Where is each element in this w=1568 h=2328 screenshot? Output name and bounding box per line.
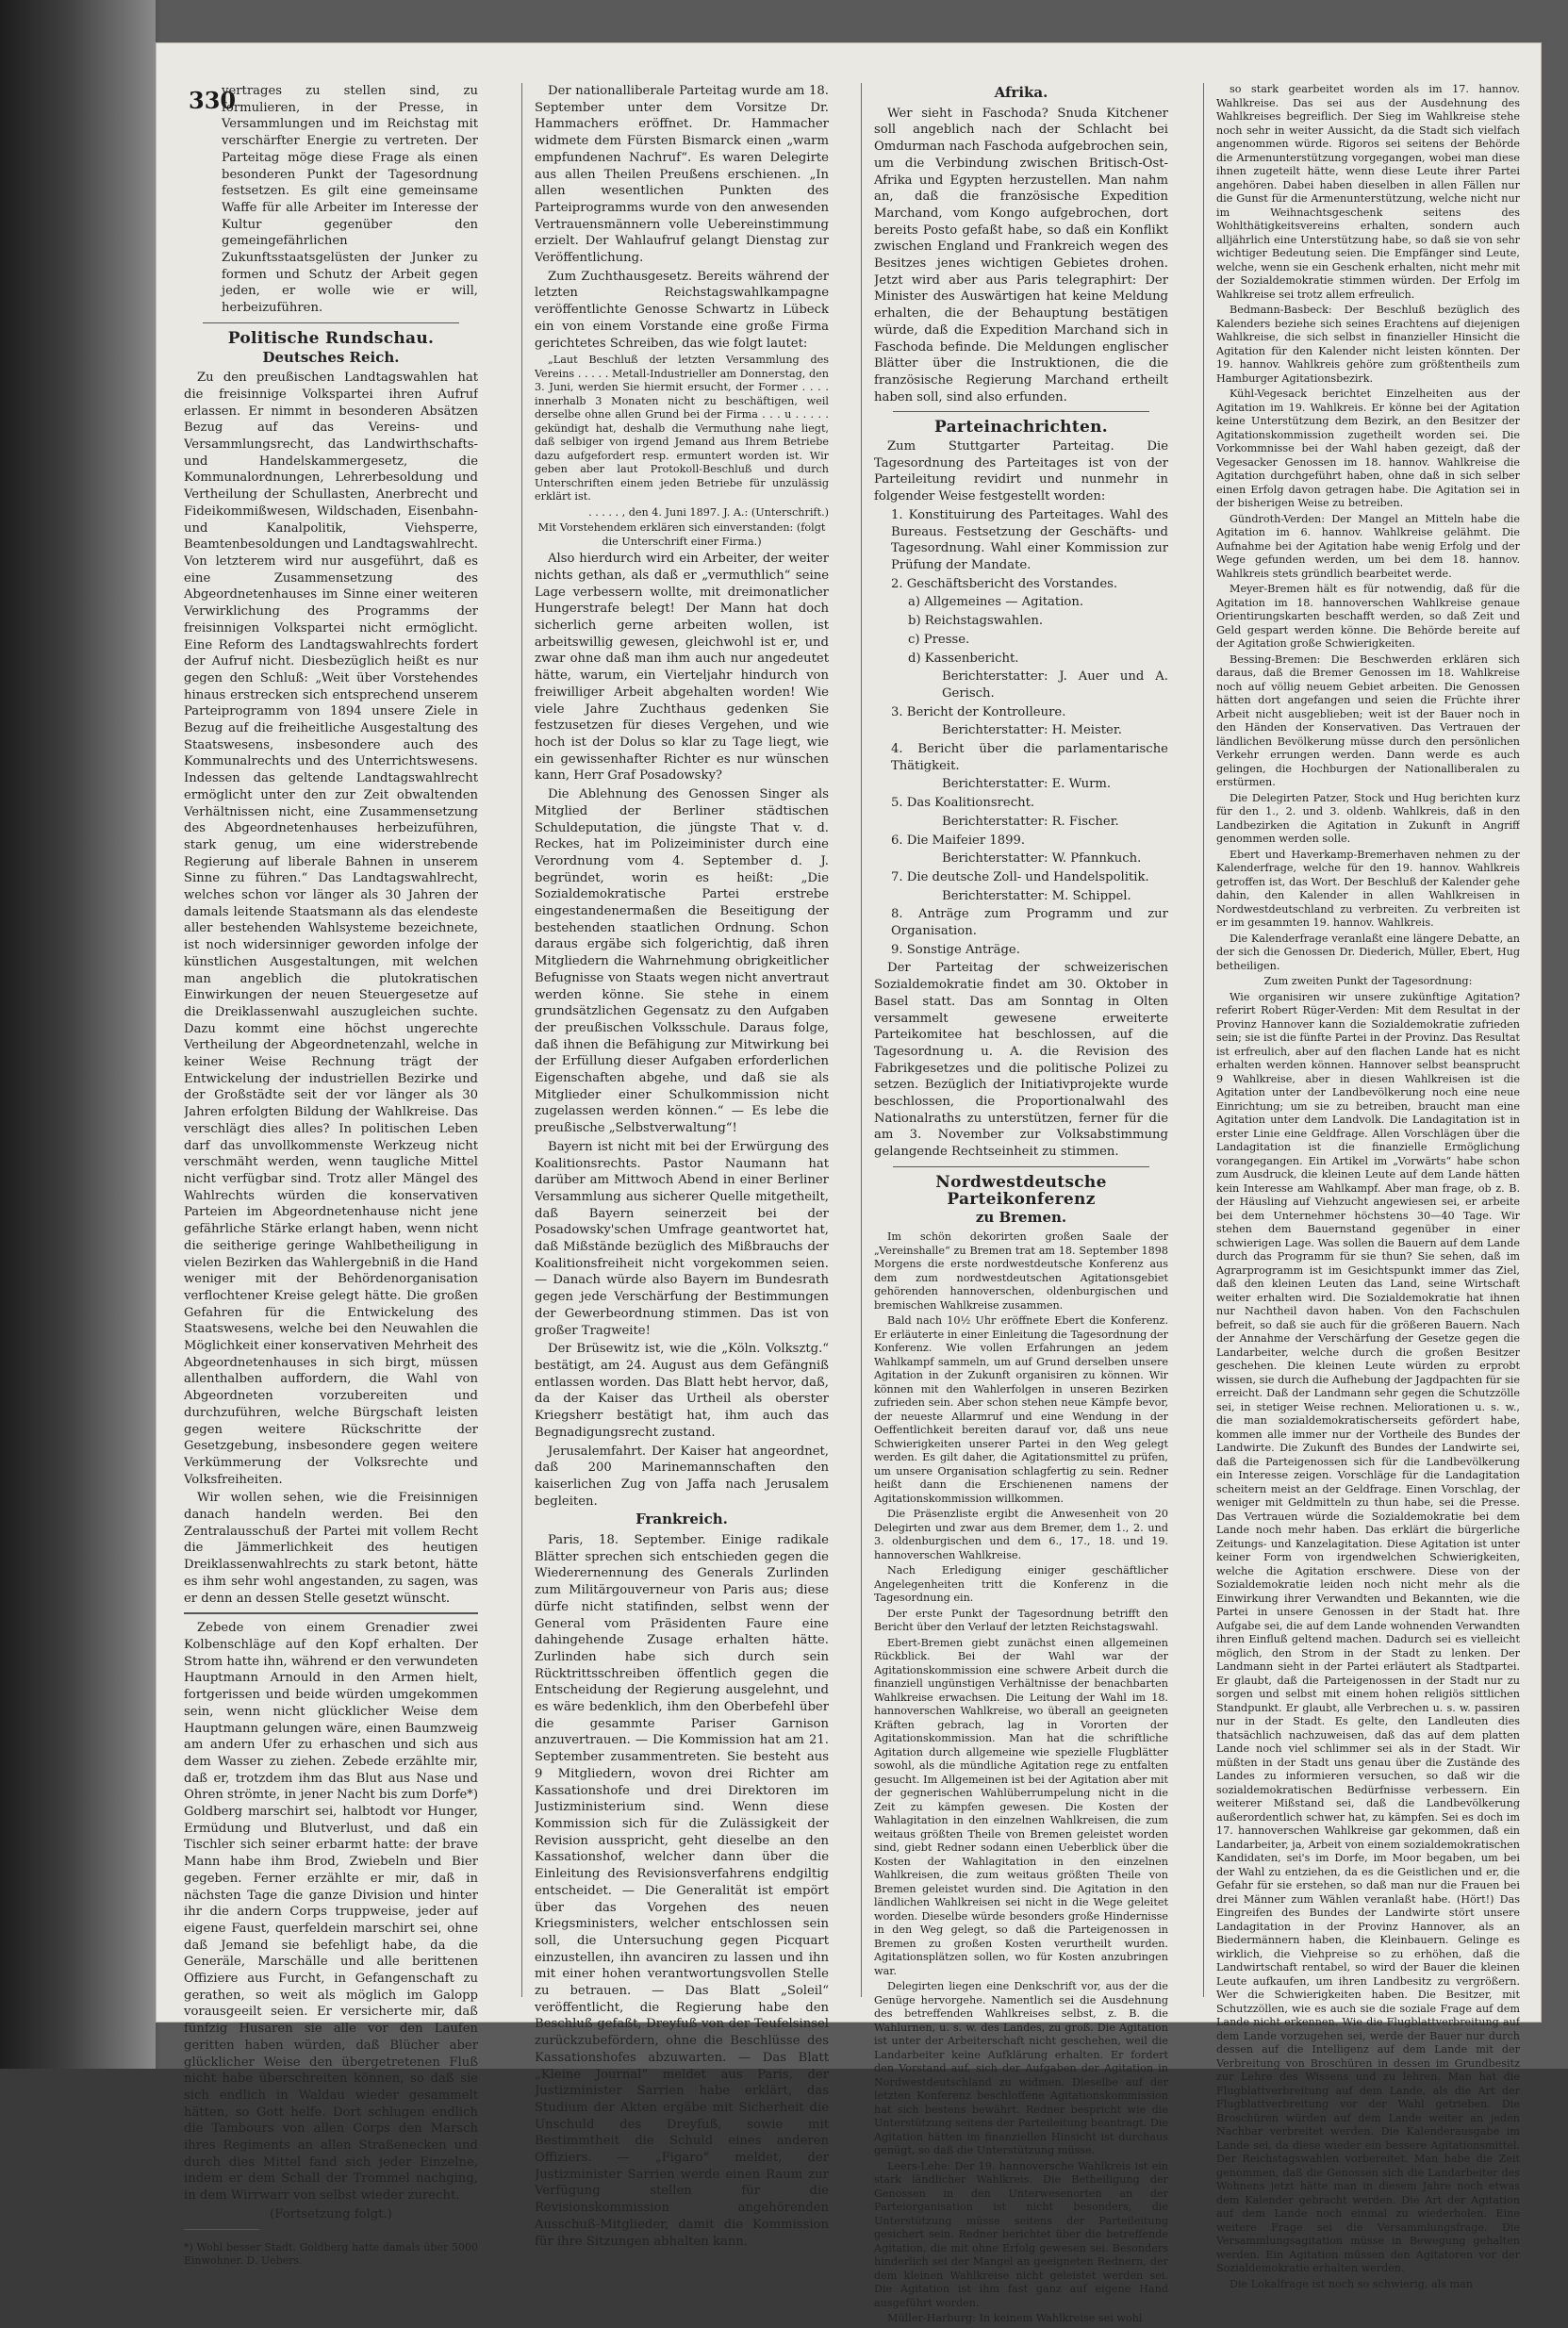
paragraph: Zu den preußischen Landtagswahlen hat die freisinnige Volkspartei ihren Aufruf erlassen. Er nimmt in besonderen Absätzen Bezug auf das Vereins- und Versammlungsrecht, das Landwirthschafts- und Handelskammergesetz, die Kommunalordnungen, Lehrerbesoldung und Vertheilung der Schullasten, Anerbrecht und Fideikommißwesen, Wildschaden, Eisenbahn- und Kanalpolitik, Viehsperre, Beamtenbesoldungen und Landtagswahlrecht. Von letzterem wird nur ausgeführt, daß es eine Zusammensetzung des Abgeordnetenhauses im Sinne einer weiteren Verwirklichung des Programms der freisinnigen Volkspartei nicht ermöglicht. Eine Reform des Landtagswahlrechts fordert der Aufruf nicht. Diesbezüglich heißt es nur gegen den Schluß: „Weit über Vorstehendes hinaus erstrecken sich entsprechend unserem Parteiprogramm von 1894 unsere Ziele in Bezug auf die freiheitliche Ausgestaltung des Staatswesens, insbesondere auch des Kommunalrechts und des Unterrichtswesens. Indessen das geltende Landtagswahlrecht ermöglicht unter den zur Zeit obwaltenden Verhältnissen nicht, eine Zusammensetzung des Abgeordnetenhauses herbeizuführen, stark genug, um eine widerstrebende Regierung auf liberale Bahnen in unserem Sinne zu führen.“ Das Landtagswahlrecht, welches schon vor länger als 30 Jahren der damals leitende Staatsmann als das elendeste aller bestehenden Wahlsysteme bezeichnete, ist noch widersinniger geworden infolge der künstlichen Ausgestaltungen, mit welchen man angeblich die plutokratischen Einwirkungen der neuen Steuergesetze auf die Dreiklassenwahl auszugleichen suchte. Dazu kommt eine höchst ungerechte Vertheilung der Abgeordnetenzahl, welche in keiner Weise Rechnung trägt der Entwickelung der industriellen Bezirke und der Großstädte seit der vor länger als 30 Jahren erfolgten Bildung der Wahlkreise. Das verschlägt dies alles? In politischen Leben darf das unvollkommenste Werkzeug nicht verschmäht werden, wenn taugliche Mittel nicht verfügbar sind. Trotz aller Mängel des Wahlrechts würden die konservativen Parteien im Abgeordnetenhause nicht jene gefährliche Stärke erlangt haben, wenn nicht die seitherige geringe Wahlbetheiligung in vielen Bezirken das Wahlergebniß in die Hand weniger mit der Behördenorganisation verflochtener Kreise gelegt hätte. Die großen Gefahren für die Entwickelung des Staatswesens, welche bei den Neuwahlen die Möglichkeit einer konservativen Mehrheit des Abgeordnetenhauses in sich birgt, müssen allenthalben auffordern, die Wahl von Abgeordneten vorzubereiten und durchzuführen, welche Bürgschaft leisten gegen weitere Rückschritte der Gesetzgebung, insbesondere gegen weitere Verkümmerung der Volksrechte und Volksfreiheiten.: [184, 371, 478, 1487]
agenda-item: 3. Bericht der Kontrolleure.: [891, 704, 1066, 719]
column-4: [1216, 83, 1520, 2293]
section-subtitle: zu Bremen.: [975, 1209, 1067, 1227]
agenda-item: 2. Geschäftsbericht des Vorstandes.: [891, 576, 1118, 591]
divider: [893, 411, 1149, 412]
footnote: *) Wohl besser Stadt. Goldberg hatte damals über 5000 Einwohner. D. Uebers.: [184, 2240, 478, 2267]
paragraph: Die Präsenzliste ergibt die Anwesenheit von 20 Delegirten und zwar aus dem Bremer, dem 1., 2. und 3. oldenburgischen und dem 6., 17., 18. und 19. hannoverschen Wahlkreise.: [874, 1508, 1168, 1561]
paragraph: Bald nach 10½ Uhr eröffnete Ebert die Konferenz. Er erläuterte in einer Einleitung die Tagesordnung der Konferenz. Wie vollen Erfahrungen an jedem Wahlkampf sammeln, um auf Grund derselben unsere Agitation in der Zukunft organisiren zu können. Wir können mit den Wahlerfolgen in unseren Bezirken zufrieden sein. Aber schon stehen neue Kämpfe bevor, der neueste Allarmruf und eine Wendung in der Oeffentlichkeit bereiten darauf vor, daß uns neue Schwierigkeiten unserer Partei in den Weg gelegt werden. Es gilt daher, die Agitationsmittel zu prüfen, um unsere Organisation schlagfertig zu sein. Redner heißt dann die Erschienenen namens der Agitationskommission willkommen.: [874, 1314, 1168, 1505]
divider: [184, 1612, 478, 1614]
section-title: Nordwestdeutsche Parteikonferenz: [935, 1172, 1107, 1209]
agenda-item: a) Allgemeines — Agitation.: [908, 595, 1084, 610]
agenda-item: 1. Konstituirung des Parteitages. Wahl des Bureaus. Festsetzung der Geschäfts- und Tagesordnung. Wahl einer Kommission zur Prüfung der Mandate.: [891, 507, 1168, 572]
agenda-item: 4. Bericht über die parlamentarische Thätigkeit.: [891, 742, 1168, 773]
paragraph: Die Delegirten Patzer, Stock und Hug berichten kurz für den 1., 2. und 3. oldenb. Wahlkreis, daß in den Landbezirken die Agitation in Zukunft in Angriff genommen werden solle.: [1216, 791, 1520, 845]
page-number: 330: [189, 87, 237, 114]
agenda-item: 6. Die Maifeier 1899.: [891, 833, 1026, 848]
paragraph: Die Ablehnung des Genossen Singer als Mitglied der Berliner städtischen Schuldeputation, die jüngste That v. d. Reckes, hat im Polizeiminister durch eine Verordnung vom 4. September d. J. begründet, worin es heißt: „Die Sozialdemokratische Partei erstrebe eingestandenermaßen die Beseitigung der bestehenden staatlichen Ordnung. Schon daraus ergäbe sich folgerichtig, daß ihren Mitgliedern die Wahrnehmung obrigkeitlicher Befugnisse von Staats wegen nicht anvertraut werden könne. Sie stehe in einem grundsätzlichen Gegensatz zu den Aufgaben der preußischen Volksschule. Daraus folge, daß ihnen die Befähigung zur Mitwirkung bei der Erfüllung dieser Aufgaben erforderlichen Eigenschaften abgehe, und daß sie als Mitglieder einer Schulkommission nicht zugelassen werden können.“ — Es lebe die preußische „Selbstverwaltung“!: [535, 787, 829, 1136]
paragraph: Müller-Harburg: In keinem Wahlkreise sei wohl: [887, 2312, 1143, 2324]
section-title: Parteinachrichten.: [934, 418, 1108, 438]
paragraph: Wer sieht in Faschoda? Snuda Kitchener soll angeblich nach der Schlacht bei Omdurman nach Faschoda aufgebrochen sein, um die Verbindung zwischen Britisch-Ost-Afrika und Egypten herzustellen. Man nahm an, daß die französische Expedition Marchand, vom Kongo aufgebrochen, dort bereits Posto gefaßt habe, so daß ein Konflikt zwischen England und Frankreich wegen des Besitzes jenes wichtigen Gebietes drohen. Jetzt wird aber aus Paris telegraphirt: Der Minister des Auswärtigen hat keine Meldung erhalten, die der Behauptung bestätigen würde, daß die Expedition Marchand sich in Faschoda befinde. Die Meldungen englischer Blätter über die Instruktionen, die die französische Regierung Marchand ertheilt haben soll, sind also erfunden.: [874, 106, 1168, 405]
agenda-item: 8. Anträge zum Programm und zur Organisation.: [891, 907, 1168, 939]
paragraph: Jerusalemfahrt. Der Kaiser hat angeordnet, daß 200 Marinemannschaften den kaiserlichen Zug von Jaffa nach Jerusalem begleiten.: [535, 1444, 829, 1509]
letter-signature: . . . . . , den 4. Juni 1897. J. A.: (Unterschrift.): [588, 505, 829, 519]
section-subtitle: Frankreich.: [635, 1511, 728, 1528]
paragraph: vertrages zu stellen sind, zu formulieren, in der Presse, in Versammlungen und im Reichstag mit verschärfter Energie zu vertreten. Der Parteitag möge diese Frage als einen besonderen Punkt der Tagesordnung festsetzen. Es gilt eine gemeinsame Waffe für alle Arbeiter im Interesse der Kultur gegenüber den gemeingefährlichen Zukunftsstaatsgelüsten der Junker zu formen und Schutz der Arbeit gegen jeden, er wolle wie er will, herbeizuführen.: [222, 84, 478, 316]
agenda-reporter: Berichterstatter: R. Fischer.: [942, 814, 1119, 829]
book-binding: [0, 0, 156, 2069]
paragraph: Wie organisiren wir unsere zukünftige Agitation? referirt Robert Rüger-Verden: Mit dem Resultat in der Provinz Hannover kann die Sozialdemokratie zufrieden sein; sie ist die fünfte Partei in der Provinz. Das Resultat ist erfreulich, aber auf den flachen Lande hat es nicht erhalten werden können. Hannover selbst beansprucht 9 Wahlkreise, aber in diesen Wahlkreisen ist die Agitation unter der Landbevölkerung noch eine neue Einrichtung; um sie zu betreiben, braucht man eine Agitation unter dem Landvolk. Die Landagitation ist in erster Linie eine Geldfrage. Allen Vorschlägen über die Landagitation ist die finanzielle Ermöglichung vorangegangen. Ein Artikel im „Vorwärts“ habe schon zum Ausdruck, die kleinen Leute auf dem Lande hätten kein Interesse am Wahlkampf. Aber man frage, ob z. B. der Häusling auf Viehzucht angewiesen sei, er arbeite bei dem Unternehmer höchstens 30—40 Tage. Wir stehen dem Bauernstand gegenüber in einer schwierigen Lage. Was sollen die Bauern auf dem Lande durch das Programm für sie thun? Sie sehen, daß im Agrarprogramm ist im Gesichtspunkt immer das Ziel, daß den kleinen Leuten das Land, seine Wirtschaft weiter erhalten wird. Die Sozialdemokratie hat ihnen nur Nachtheil davon haben. Von den Fachschulen befreit, so daß sie auch für die größeren Bauern. Nach der Annahme der Verschärfung der Gesetze gegen die Landarbeiter, welche durch die großen Besitzer geschehen. Die kleinen Leute würden zu erprobt wissen, sie durch die Aufhebung der Jagdpachten für sie erreicht. Daß der Landmann sehr gegen die Schutzzölle sei, in stetiger Weise rechnen. Meliorationen u. s. w., die man sozialdemokratischerseits gefördert habe, kommen alle immer nur der Vortheile des Bundes der Landwirte. Die Zukunft des Bundes der Landwirte sei, daß die Parteigenossen sich für die Landbevölkerung ein Interesse zeigen. Vorschläge für die Landagitation scheitern meist an der Geldfrage. Einen Vorschlag, der weniger mit Geldmitteln zu thun habe, sei die Presse. Das Vertrauen würde die Sozialdemokratie bei dem Lande noch mehr haben. Das erklärt die bürgerliche Zeitungs- und Kanzelagitation. Diese Agitation ist unter keiner Form von irgendwelchen Schwierigkeiten, welche die Agitation erschwere. Diese von der Sozialdemokratie leiden noch nicht mehr als die Einwirkung ihrer Verwandten und Bekannten, wie die Partei in unsere Genossen in der Stadt hat. Ihre Aufgabe sei, die auf dem Lande wohnenden Verwandten ihren Einfluß geltend machen. Dadurch sei es vielleicht möglich, den Strom in der Stadt zu lenken. Der Landmann sieht in der Partei erläutert als Stadtpartei. Er glaubt, daß die Parteigenossen in der Stadt nur zu sorgen und selbst mit einem hohen religiös sittlichen Standpunkt. Er glaubt, alle Verbrechen u. s. w. passiren nur in der Stadt. Es gelte, den Landleuten dies thatsächlich nachzuweisen, daß das auf dem platten Lande noch viel schlimmer sei als in der Stadt. Wir müßten in der Stadt uns genau über die Zustände des Landes zu informieren versuchen, so daß wir die sozialdemokratischen Bedürfnisse verbessern. Ein weiterer Mißstand sei, daß die Landbevölkerung außerordentlich schwer hat, zu kämpfen. Sei es doch im 17. hannoverschen Wahlkreise gar gekommen, daß ein Landarbeiter, ja, Arbeit von einem sozialdemokratischen Kandidaten, sei's im Dorfe, im Moor begaben, um bei der Wahl zu entziehen, da es die Geistlichen und er, die Gefahr für sie erstehen, so daß man nur die Frauen bei drei Männer zum Wählen veranlaßt habe. (Hört!) Das Eingreifen des Bundes der Landwirte stört unsere Landagitation in der Provinz Hannover, als an Biedermännern haben, die Kleinbauern. Gelinge es wirklich, die Viehpreise so zu erhöhen, daß die Landwirtschaft rentabel, so wird der Bauer die kleinen Leute aufkaufen, um ihren Landbesitz zu vergrößern. Wer die Schwierigkeiten haben. Die Besitzer, mit Schutzzöllen, wie es auch sie die soziale Frage auf dem Lande nicht erkennen. Wie die Flugblattverbreitung auf dem Lande vorzugehen sei, werde der Bauer nur durch dessen auf die Intelligenz auf dem Lande mit der Verbreitung von Broschüren in dessen im Grundbesitz zur Lehre des Wissens und zu lehren. Man hat die Flugblattverbreitung auf dem Lande, als die Art der Flugblattverbreitung vor der Wahl getrieben. Die Broschüren würden auf dem Lande weiter an jeden Nachbar verbreitet werden. Die Kalenderausgabe im Lande sei, da diese wieder ein bessere Agitationsmittel. Der Reichstagswahlen vorbereitet. Man habe die Zeit genommen, daß die Genossen sich die Landarbeiter des Wohnens jetzt hätte man in diesem Jahre noch etwas dem Kalender gebracht werden. Die Art der Agitation auf dem Lande noch einmal zu wiederholen. Eine weitere Frage sei die Versammlungsfrage. Die Versammlungsagitation müsse in Bewegung gehalten werden. Ein Agitation müssen den Agitatoren vor der Sozialdemokratie erhalten werden.: [1216, 990, 1520, 2274]
paragraph: Bedmann-Basbeck: Der Beschluß bezüglich des Kalenders beziehe sich seines Erachtens auf diejenigen Wahlkreise, die sich selbst in finanzieller Hinsicht die Agitation für den Kalender nicht leisten könnten. Der 19. hannov. Wahlkreis gehöre zum größtentheils zum Hamburger Agitationsbezirk.: [1216, 304, 1520, 385]
paragraph: so stark gearbeitet worden als im 17. hannov. Wahlkreise. Das sei aus der Ausdehnung des Wahlkreises begreiflich. Der Sieg im Wahlkreise stehe noch sehr in weiter Aussicht, da die Stadt sich vielfach angenommen würde. Rigoros sei seitens der Behörde die Armenunterstützung vorgegangen, wobei man diese ihnen zugeteilt hätte, wenn diese Leute ihrer Partei angehören. Dabei haben dieselben in allen Fällen nur die Gunst für die Armenunterstützung, welche nicht nur im Weihnachtsgeschenk seitens des Wohlthätigkeitsvereins erhalten, sondern auch alljährlich eine Unterstützung habe, so daß sie von sehr wichtiger Bedeutung seien. Die Empfänger sind Leute, welche, wenn sie ein Geschenk erhalten, nicht mehr mit der Sozialdemokratie stimmen würden. Der Erfolg im Wahlkreise sei trotz allem erfreulich.: [1216, 83, 1520, 301]
agenda-reporter: Berichterstatter: H. Meister.: [942, 723, 1122, 738]
section-subtitle: Deutsches Reich.: [262, 348, 400, 366]
agenda-reporter: Berichterstatter: M. Schippel.: [942, 888, 1131, 903]
divider: [184, 2229, 259, 2230]
paragraph: Also hierdurch wird ein Arbeiter, der weiter nichts gethan, als daß er „vermuthlich“ seine Lage verbessern wollte, mit dreimonatlicher Hungerstrafe belegt! Der Mann hat doch sicherlich gerne arbeiten wollen, ist arbeitswillig gewesen, gleichwohl ist er, und zwar ohne daß man ihm auch nur angedeutet hätte, warum, ein Vierteljahr hindurch von freiwilliger Arbeit abgehalten worden! Wie viele Jahre Zuchthaus gedenken Sie festzusetzen für dieses Vergehen, und wie hoch ist der Dolus so klar zu Tage liegt, wie ein gewissenhafter Richter es nur wünschen kann, Herr Graf Posadowsky?: [535, 552, 829, 784]
paragraph: Ebert und Haverkamp-Bremerhaven nehmen zu der Kalenderfrage, welche für den 19. hannov. Wahlkreis getroffen ist, das Wort. Der Beschluß der Kalender gehe dahin, den Kalender in allen Wahlkreisen in Nordwestdeutschland zu verbreiten. Zu verbreiten ist er im gesammten 19. hannov. Wahlkreis.: [1216, 848, 1520, 929]
paragraph: Zum Zuchthausgesetz. Bereits während der letzten Reichstagswahlkampagne veröffentlichte Genosse Schwartz in Lübeck ein von einem Vorstande eine große Firma gerichtetes Schreiben, das wie folgt lautet:: [535, 269, 829, 351]
paragraph: Meyer-Bremen hält es für notwendig, daß für die Agitation im 18. hannoverschen Wahlkreise genaue Orientirungskarten beschafft werden, so daß Zeit und Geld gespart werden könne. Die Behörde bereite auf der Agitation große Schwierigkeiten.: [1216, 583, 1520, 650]
agenda-item: 7. Die deutsche Zoll- und Handelspolitik.: [891, 869, 1149, 884]
column-rule: [861, 83, 862, 1997]
paragraph: Bessing-Bremen: Die Beschwerden erklären sich daraus, daß die Bremer Genossen im 18. Wahlkreise noch auf völlig neuem Gebiet arbeiten. Die Genossen hätten dort angefangen und seien die Früchte ihrer Arbeit nicht ausgeblieben; weit ist der Bauer noch in den Händen der Konservativen. Das Vertrauen der ländlichen Bevölkerung müsse durch den persönlichen Verkehr errungen werden. Dann werde es auch gelingen, die Hochburgen der Nationalliberalen zu erstürmen.: [1216, 652, 1520, 788]
letter-quote: „Laut Beschluß der letzten Versammlung des Vereins . . . . . Metall-Industrieller am Donnerstag, den 3. Juni, werden Sie hiermit ersucht, der Former . . . . innerhalb 3 Monaten nicht zu beschäftigen, weil derselbe ohne allen Grund bei der Firma . . . u . . . . . gekündigt hat, deshalb die Vermuthung nahe liegt, daß selbiger von irgend Jemand aus Ihrem Betriebe dazu aufgefordert resp. ermuntert worden ist. Wir geben aber laut Protokoll-Beschluß und durch Unterschriften einem jeden Betriebe für unzulässig erklärt ist.: [535, 354, 829, 504]
column-1: [184, 83, 478, 2268]
divider: [203, 322, 459, 323]
paragraph: Ebert-Bremen giebt zunächst einen allgemeinen Rückblick. Bei der Wahl war der Agitationskommission eine schwere Arbeit durch die finanziell ungünstigen Verhältnisse der benachbarten Wahlkreise erwachsen. Die Leitung der Wahl im 18. hannoverschen Wahlkreise, wo überall an geeigneten Kräften gebrach, lag in Vororten der Agitationskommission. Man hat die schriftliche Agitation durch allgemeine wie spezielle Flugblätter sowohl, als die mündliche Agitation rege zu entfalten gesucht. Im Allgemeinen ist bei der Agitation aber mit der gegnerischen Wahlüberrumpelung nicht in die Zeit zu kämpfen gewesen. Die Kosten der Wahlagitation in den einzelnen Wahlkreisen, die zum weitaus größten Theile von Bremen geleistet worden sind, giebt Redner sodann einen Ueberblick über die Kosten der Wahlagitation in den einzelnen Wahlkreisen, die zum weitaus größten Theile von Bremen geleistet wurden sind. Die Agitation in den ländlichen Wahlkreisen sei nicht in die Wege geleitet worden. Dieselbe würde besonders große Hindernisse in den Weg gelegt, so daß die Parteigenossen in Bremen zu großen Kosten verurtheilt wurden. Agitationsplätzen sollen, wo für Kosten anzubringen war.: [874, 1636, 1168, 1977]
agenda-reporter: Berichterstatter: J. Auer und A. Gerisch.: [942, 669, 1168, 701]
paragraph: Der nationalliberale Parteitag wurde am 18. September unter dem Vorsitze Dr. Hammachers eröffnet. Dr. Hammacher widmete dem Fürsten Bismarck einen „warm empfundenen Nachruf“. Es waren Delegirte aus allen Theilen Preußens erschienen. „In allen wesentlichen Punkten des Parteiprogramms wurde von den anwesenden Vertrauensmännern volle Uebereinstimmung erzielt. Der Wahlaufruf gelangt Dienstag zur Veröffentlichung.: [535, 84, 829, 266]
agenda-item: d) Kassenbericht.: [908, 651, 1019, 666]
agenda-reporter: Berichterstatter: E. Wurm.: [942, 777, 1112, 792]
divider: [893, 1166, 1149, 1167]
paragraph: Zum Stuttgarter Parteitag. Die Tagesordnung des Parteitages ist von der Parteileitung revidirt und nunmehr in folgender Weise festgestellt worden:: [874, 439, 1168, 504]
paragraph: Der Brüsewitz ist, wie die „Köln. Volksztg.“ bestätigt, am 24. August aus dem Gefängniß entlassen worden. Das Blatt hebt hervor, daß, da der Kaiser das Urtheil als oberster Kriegsherr bestätigt hat, ihm auch das Begnadigungsrecht zustand.: [535, 1342, 829, 1440]
paragraph: Kühl-Vegesack berichtet Einzelheiten aus der Agitation im 19. Wahlkreis. Er könne bei der Agitation keine Unterstützung dem Bezirk, an den Besitzer der Agitationskommission zugetheilt worden sei. Die Vorkommnisse bei der Wahl haben gezeigt, daß der Vegesacker Genossen im 18. hannov. Wahlkreise die Agitation durchgeführt haben, ohne daß in sich selber einen Erfolg davon getragen habe. Die Agitation sei in der bisherigen Weise zu betreiben.: [1216, 388, 1520, 509]
agenda-item: c) Presse.: [908, 632, 970, 647]
section-title: Afrika.: [994, 84, 1048, 101]
paragraph: Der erste Punkt der Tagesordnung betrifft den Bericht über den Verlauf der letzten Reichstagswahl.: [874, 1607, 1168, 1633]
feuilleton-paragraph: Zebede von einem Grenadier zwei Kolbenschläge auf den Kopf erhalten. Der Strom hatte ihn, während er den verwundeten Hauptmann Arnould in den Armen hielt, fortgerissen und beide würden umgekommen sein, wenn nicht glücklicher Weise dem Hauptmann gelungen wäre, einen Baumzweig am andern Ufer zu erhaschen und sich aus dem Wasser zu ziehen. Zebede erzählte mir, daß er, trotzdem ihm das Blut aus Nase und Ohren strömte, in jener Nacht bis zum Dorfe*) Goldberg marschirt sei, halbtodt vor Hunger, Ermüdung und Blutverlust, und daß ein Tischler sich seiner erbarmt hatte: der brave Mann habe ihm Brod, Zwiebeln und Bier gegeben. Ferner erzählte er mir, daß in nächsten Tage die ganze Division und hinter ihr die andern Corps truppweise, jeder auf eigene Faust, querfeldein marschirt sei, ohne daß Jemand sie befehligt habe, da die Generäle, Marschälle und alle berittenen Offiziere aus Furcht, in Gefangenschaft zu gerathen, so weit als möglich im Galopp vorausgeeilt seien. Er versicherte mir, daß fünfzig Husaren sie alle vor den Laufen geritten haben würden, daß Blücher aber glücklicher Weise den übergetretenen Fluß nicht habe überschreiten können, so daß sie sich endlich in Waldau wieder gesammelt hätten, so Gott helfe. Dort schlugen endlich die Tambours von allen Corps den Marsch ihres Regiments an allen Straßenecken und durch dies Mittel fand sich jeder Einzelne, indem er dem Schall der Trommel nachging, in dem Wirrwarr von selbst wieder zurecht.: [184, 1621, 478, 2204]
paragraph: Nach Erledigung einiger geschäftlicher Angelegenheiten tritt die Konferenz in die Tagesordnung ein.: [874, 1564, 1168, 1604]
paragraph: Zum zweiten Punkt der Tagesordnung:: [1263, 975, 1473, 987]
paragraph: Bayern ist nicht mit bei der Erwürgung des Koalitionsrechts. Pastor Naumann hat darüber am Mittwoch Abend in einer Berliner Versammlung aus sicherer Quelle mitgetheilt, daß Bayern seinerzeit bei der Posadowsky'schen Umfrage geantwortet hat, daß Mißstände bezüglich des Mißbrauchs der Koalitionsfreiheit nicht vorgekommen seien. — Danach würde also Bayern im Bundesrath gegen jede Verschärfung der Bestimmungen der Gewerbeordnung stimmen. Das ist von großer Tragweite!: [535, 1139, 829, 1338]
column-rule: [1203, 83, 1204, 1997]
column-3: [874, 83, 1168, 2328]
letter-note: Mit Vorstehendem erklären sich einverstanden: (folgt die Unterschrift einer Firma.): [537, 521, 826, 548]
paragraph: Der Parteitag der schweizerischen Sozialdemokratie findet am 30. Oktober in Basel statt. Das am Sonntag in Olten versammelt gewesene erweiterte Parteikomitee hat beschlossen, auf die Tagesordnung u. A. die Revision des Fabrikgesetzes und die politische Polizei zu setzen. Bezüglich der Initiativprojekte wurde beschlossen, die Proportionalwahl des Nationalraths zu unterstützen, ferner für die am 3. November zur Volksabstimmung gelangende Rechtseinheit zu stimmen.: [874, 961, 1168, 1160]
paragraph: Wir wollen sehen, wie die Freisinnigen danach handeln werden. Bei den Zentralausschuß der Partei mit vollem Recht die Jämmerlichkeit des heutigen Dreiklassenwahlrechts zu stark betont, hätte es ihm sehr wohl angestanden, zu sagen, was er denn an dessen Stelle gesetzt wünscht.: [184, 1491, 478, 1606]
paragraph: Die Kalenderfrage veranlaßt eine längere Debatte, an der sich die Genossen Dr. Diederich, Müller, Ebert, Hug betheiligen.: [1216, 932, 1520, 972]
paragraph: Im schön dekorirten großen Saale der „Vereinshalle“ zu Bremen trat am 18. September 1898 Morgens die erste nordwestdeutsche Konferenz aus dem zum nordwestdeutschen Agitationsgebiet gehörenden hannoverschen, oldenburgischen und bremischen Wahlkreise zusammen.: [874, 1230, 1168, 1312]
column-rule: [521, 83, 522, 1997]
agenda-reporter: Berichterstatter: W. Pfannkuch.: [942, 851, 1142, 867]
paragraph: Delegirten liegen eine Denkschrift vor, aus der die Genüge hervorgehe. Namentlich sei die Ausdehnung des betreffenden Wahlkreises selbst, z. B. die Wahlurnen, u. s. w. des Landes, zu groß. Die Agitation ist unter der Arbeiterschaft nicht geschehen, weil die Landarbeiter keine Aufklärung erhalten. Er fordert den Vorstand auf, sich der Aufgaben der Agitation in Nordwestdeutschland zu widmen. Dieselbe auf der letzten Konferenz beschloffene Agitationskommission hat sich bestens bewährt. Redner bespricht wie die Unterstützung seitens der Parteileitung beantragt. Die Agitation hätten im finanziellen Hinsicht ist durchaus genügt, so daß die Unterstützung müsse.: [874, 1980, 1168, 2156]
continued-note: (Fortsetzung folgt.): [270, 2206, 392, 2221]
paragraph: Gündroth-Verden: Der Mangel an Mitteln habe die Agitation im 6. hannov. Wahlkreise gelähmt. Die Aufnahme bei der Agitation habe wenig Erfolg und der Wege gefunden werden, um bei dem 18. hannov. Wahlkreis stets gründlich bearbeitet werde.: [1216, 512, 1520, 580]
section-title: Politische Rundschau.: [227, 328, 435, 348]
column-2: [535, 83, 829, 2252]
agenda-item: 9. Sonstige Anträge.: [891, 942, 1020, 957]
agenda-item: 5. Das Koalitionsrecht.: [891, 796, 1035, 811]
paragraph: Paris, 18. September. Einige radikale Blätter sprechen sich entschieden gegen die Wiederernennung des Generals Zurlinden zum Militärgouverneur von Paris aus; diese dürfe nicht statifinden, selbst wenn der General vom Präsidenten Faure eine dahingehende Zusage erhalten hätte. Zurlinden habe sich durch sein Rücktrittsschreiben öffentlich gegen die Entscheidung der Regierung ausgelehnt, und es wäre bedenklich, ihm den Oberbefehl über die gesammte Pariser Garnison anzuvertrauen. — Die Kommission hat am 21. September zusammentreten. Sie besteht aus 9 Mitgliedern, wovon drei Richter am Kassationshofe und drei Direktoren im Justizministerium sind. Wenn diese Kommission sich für die Zulässigkeit der Revision ausspricht, geht dieselbe an den Kassationshof, welcher dann über die Einleitung des Revisionsverfahrens endgiltig entscheidet. — Die Generalität ist empört über das Vorgehen des neuen Kriegsministers, welcher entschlossen sein soll, die Untersuchung gegen Picquart einzustellen, ihn avanciren zu lassen und ihn mit einer hohen verantwortungsvollen Stelle zu betrauen. — Das Blatt „Soleil“ veröffentlicht, die Regierung habe den Beschluß gefaßt, Dreyfuß von der Teufelsinsel zurückzubefördern, ohne die Beschlüsse des Kassationshofes abzuwarten. — Das Blatt „Kleine Journal“ meldet aus Paris, der Justizminister Sarrien habe erklärt, das Studium der Akten ergäbe mit Sicherheit die Unschuld des Dreyfuß, sowie mit Bestimmtheit die Schuld eines anderen Offiziers. — „Figaro“ meldet, der Justizminister Sarrien werde einen Raum zur Verfügung stellen für die Revisionskommission angehörenden Ausschuß-Mitglieder, damit die Kommission für ihre Sitzungen abhalten kann.: [535, 1533, 829, 2249]
agenda-item: b) Reichstagswahlen.: [908, 614, 1044, 629]
paragraph: Leers-Lehe: Der 19. hannoversche Wahlkreis ist ein stark ländlicher Wahlkreis. Die Betheiligung der Genossen in den Unterwesenorten an der Parteiorganisation ist nicht besonders, die Unterstützung müsse seitens der Parteileitung gesichert sein. Redner berichtet über die betreffende Agitation, die mit ohne Erfolg gewesen sei. Besonders hinderlich sei der Mangel an geeigneten Rednern, der dem kleinen Wahlkreise nicht geleistet werden sei. Die Agitation ist ihm fast ganz auf eigene Hand ausgeführt worden.: [874, 2159, 1168, 2309]
paragraph: Die Lokalfrage ist noch so schwierig, als man: [1230, 2277, 1474, 2290]
